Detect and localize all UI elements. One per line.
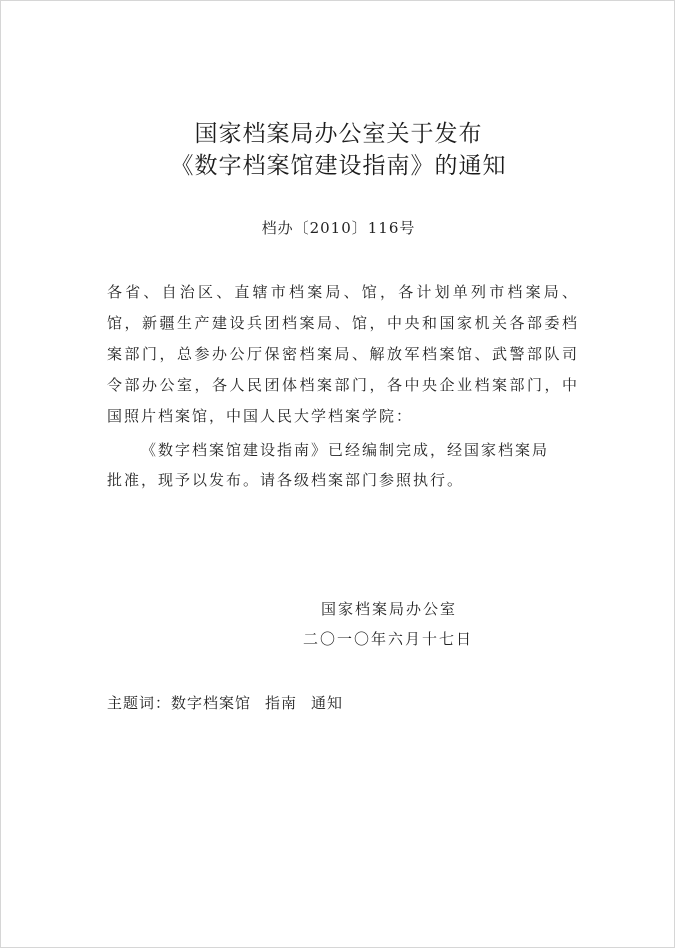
- body-paragraph-line-2: 批准，现予以发布。请各级档案部门参照执行。: [107, 471, 465, 489]
- body-paragraph-line-1: 《数字档案馆建设指南》已经编制完成，经国家档案局: [141, 441, 550, 459]
- keywords-line: [107, 692, 357, 713]
- keywords-label: 主题词：: [107, 694, 172, 712]
- keyword-term: 指南: [265, 694, 298, 712]
- document-title-line-2: 《数字档案馆建设指南》的通知: [170, 153, 507, 179]
- keyword-term: 数字档案馆: [171, 694, 252, 712]
- addressee-paragraph: 各省、自治区、直辖市档案局、馆，各计划单列市档案局、馆，新疆生产建设兵团档案局、馆，中央和国家机关各部委档案部门，总参办公厅保密档案局、解放军档案馆、武警部队司令部办公室，各人民团体档案部门，各中央企业档案部门，中国照片档案馆，中国人民大学档案学院：: [107, 283, 579, 425]
- issue-date: 二〇一〇年六月十七日: [303, 630, 474, 648]
- keyword-term: 通知: [311, 694, 344, 712]
- document-title-line-1: 国家档案局办公室关于发布: [194, 121, 483, 147]
- document-number: 档办〔2010〕116号: [261, 219, 416, 237]
- issuing-office: 国家档案局办公室: [321, 600, 458, 618]
